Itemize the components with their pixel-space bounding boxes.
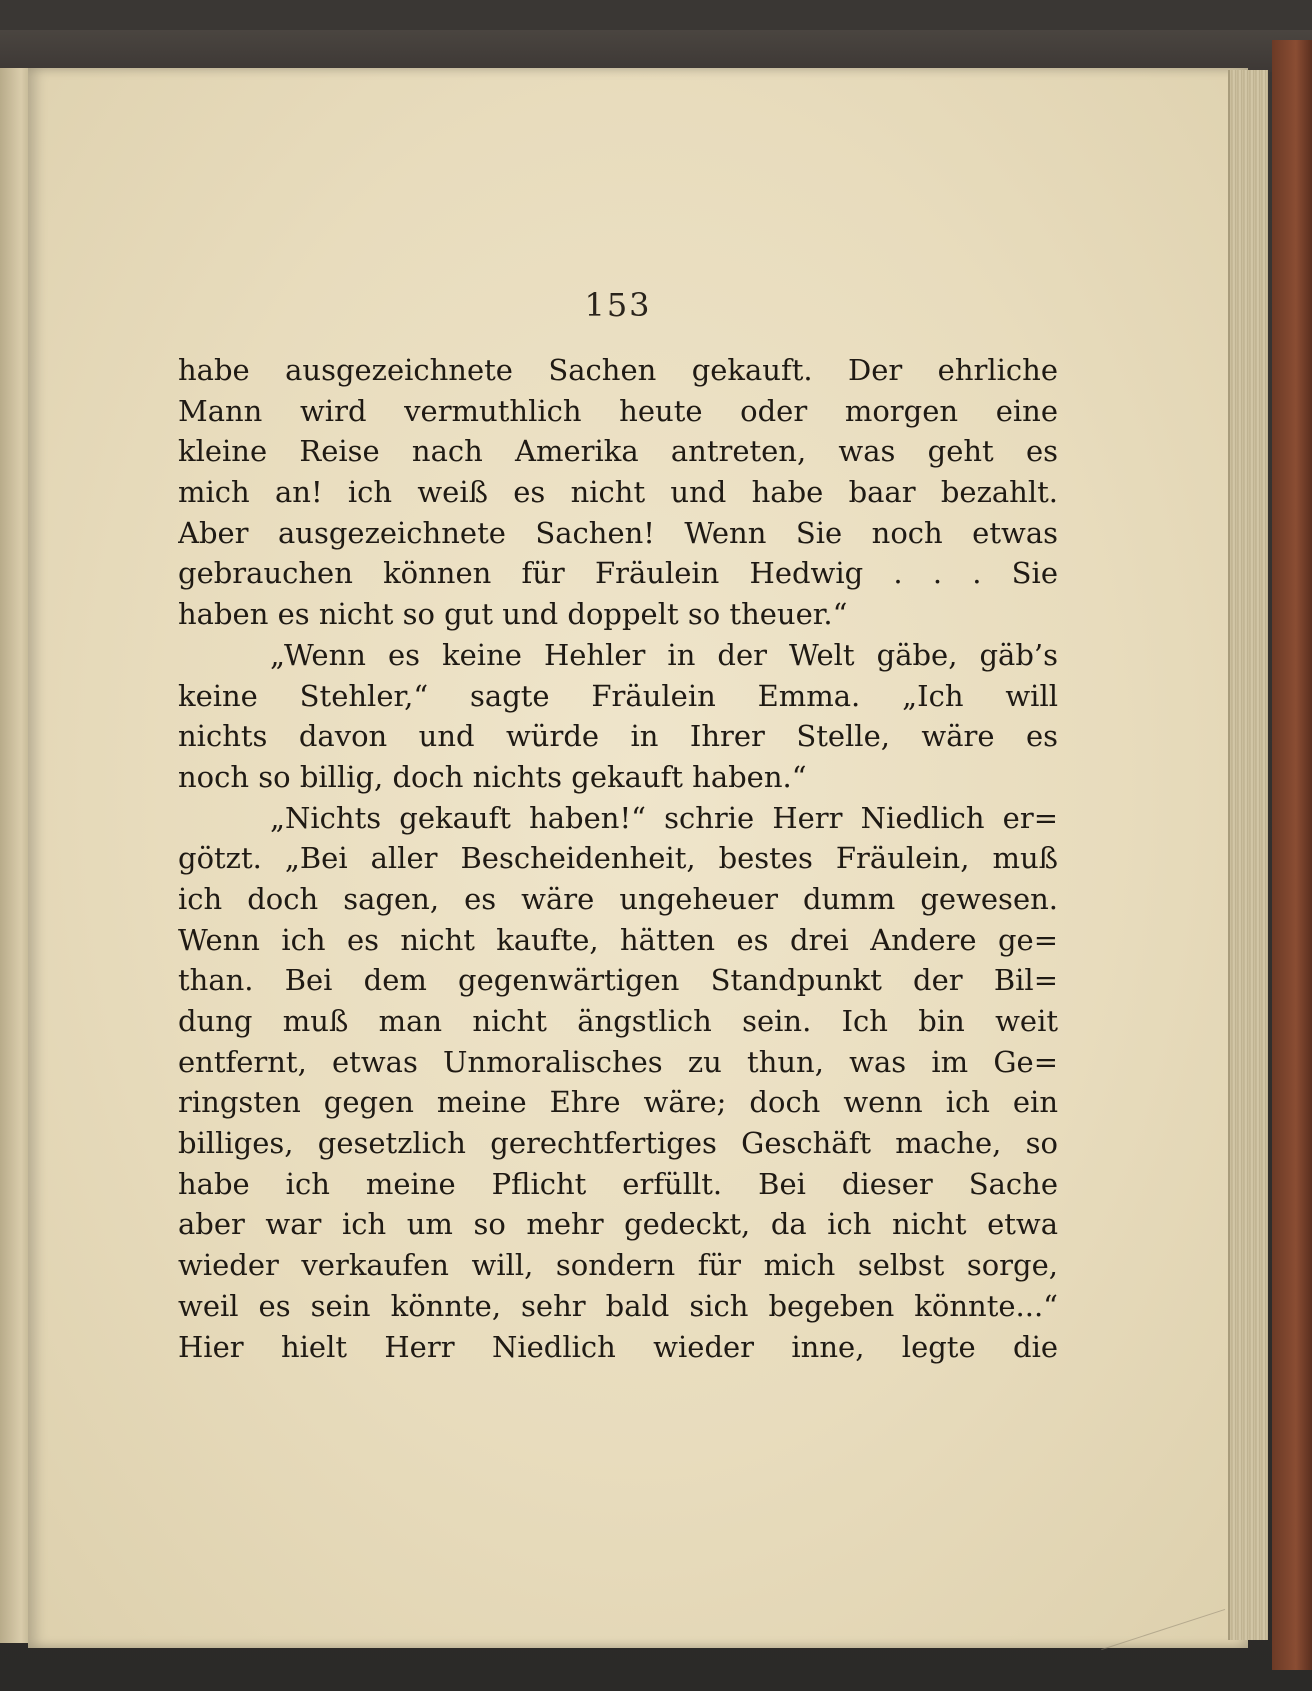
text-line: „Nichts gekauft haben!“ schrie Herr Niedlich er= — [270, 800, 1058, 835]
text-line: „Wenn es keine Hehler in der Welt gäbe, gäb’s — [270, 637, 1058, 672]
text-line: than. Bei dem gegenwärtigen Standpunkt der Bil= — [178, 963, 1058, 998]
text-line: haben es nicht so gut und doppelt so theuer.“ — [178, 597, 848, 632]
text-line: aber war ich um so mehr gedeckt, da ich nicht etwa — [178, 1207, 1058, 1242]
text-line: Wenn ich es nicht kaufte, hätten es drei Andere ge= — [178, 922, 1058, 957]
text-line: keine Stehler,“ sagte Fräulein Emma. „Ich will — [178, 678, 1058, 713]
text-line: nichts davon und würde in Ihrer Stelle, wäre es — [178, 719, 1058, 754]
text-line: habe ich meine Pflicht erfüllt. Bei dieser Sache — [178, 1166, 1058, 1201]
text-line: Aber ausgezeichnete Sachen! Wenn Sie noch etwas — [178, 515, 1058, 550]
text-line: gebrauchen können für Fräulein Hedwig . . . Sie — [178, 556, 1058, 591]
cover-top-edge — [0, 30, 1312, 72]
text-line: götzt. „Bei aller Bescheidenheit, bestes Fräulein, muß — [178, 841, 1058, 876]
page-edges-stack — [1228, 70, 1268, 1640]
text-line: noch so billig, doch nichts gekauft haben.“ — [178, 759, 807, 794]
text-line: wieder verkaufen will, sondern für mich selbst sorge, — [178, 1248, 1058, 1283]
text-line: entfernt, etwas Unmoralisches zu thun, was im Ge= — [178, 1044, 1058, 1079]
book-page — [28, 68, 1248, 1648]
text-line: Hier hielt Herr Niedlich wieder inne, legte die — [178, 1329, 1058, 1364]
text-line: billiges, gesetzlich gerechtfertiges Geschäft mache, so — [178, 1126, 1058, 1161]
text-line: weil es sein könnte, sehr bald sich begeben könnte...“ — [178, 1288, 1058, 1323]
text-line: kleine Reise nach Amerika antreten, was geht es — [178, 434, 1058, 469]
text-line: habe ausgezeichnete Sachen gekauft. Der ehrliche — [178, 353, 1058, 387]
text-line: dung muß man nicht ängstlich sein. Ich bin weit — [178, 1004, 1058, 1038]
page-text-block — [178, 350, 1058, 1367]
text-line: ich doch sagen, es wäre ungeheuer dumm gewesen. — [178, 881, 1058, 916]
text-line: mich an! ich weiß es nicht und habe baar bezahlt. — [178, 475, 1058, 510]
leather-spine-edge — [1272, 40, 1312, 1670]
text-line: Mann wird vermuthlich heute oder morgen eine — [178, 393, 1058, 428]
text-line: ringsten gegen meine Ehre wäre; doch wenn ich ein — [178, 1085, 1058, 1120]
page-number: 153 — [584, 286, 652, 324]
